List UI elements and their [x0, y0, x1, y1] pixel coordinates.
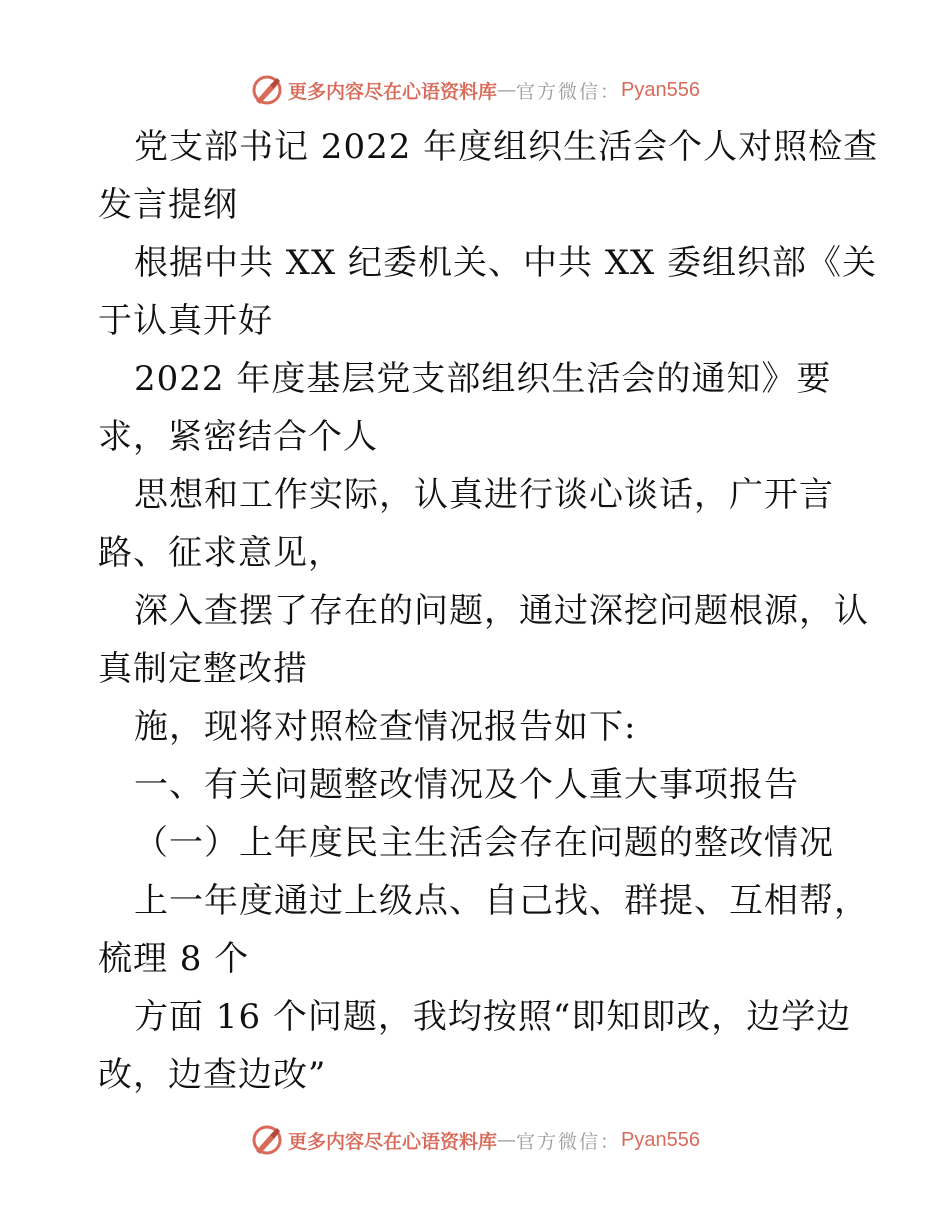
- paragraph-line: 改，边查边改”: [98, 1055, 327, 1095]
- section-heading: 一、有关问题整改情况及个人重大事项报告: [134, 765, 799, 805]
- paragraph-line: 真制定整改措: [98, 649, 308, 689]
- header-wechat-id: Pyan556: [621, 78, 700, 101]
- paragraph-line: 求，紧密结合个人: [98, 417, 378, 457]
- header-watermark-banner: [0, 70, 950, 110]
- header-separator: —: [497, 79, 517, 101]
- paragraph-line: 方面 16 个问题，我均按照“即知即改，边学边: [134, 997, 852, 1037]
- subsection-heading: （一）上年度民主生活会存在问题的整改情况: [134, 823, 834, 863]
- pen-logo-icon: [250, 1123, 284, 1157]
- paragraph-line: 根据中共 XX 纪委机关、中共 XX 委组织部《关: [134, 243, 878, 283]
- footer-watermark-banner: [0, 1120, 950, 1160]
- header-brand-text: 更多内容尽在心语资料库: [288, 80, 498, 103]
- paragraph-line: 梳理 8 个: [98, 939, 250, 979]
- paragraph-line: 施，现将对照检查情况报告如下:: [134, 707, 637, 747]
- footer-separator: —: [497, 1129, 517, 1151]
- document-title-line-2: 发言提纲: [98, 185, 238, 225]
- paragraph-line: 上一年度通过上级点、自己找、群提、互相帮，: [134, 881, 869, 921]
- document-title-line-1: 党支部书记 2022 年度组织生活会个人对照检查: [134, 127, 879, 167]
- footer-wechat-label: 官方微信：: [516, 1130, 622, 1153]
- pen-logo-icon: [250, 73, 284, 107]
- paragraph-line: 思想和工作实际，认真进行谈心谈话，广开言: [134, 475, 834, 515]
- footer-brand-text: 更多内容尽在心语资料库: [288, 1130, 498, 1153]
- paragraph-line: 深入查摆了存在的问题，通过深挖问题根源，认: [134, 591, 869, 631]
- paragraph-line: 于认真开好: [98, 301, 273, 341]
- paragraph-line: 路、征求意见，: [98, 533, 343, 573]
- header-wechat-label: 官方微信：: [516, 80, 622, 103]
- footer-wechat-id: Pyan556: [621, 1128, 700, 1151]
- paragraph-line: 2022 年度基层党支部组织生活会的通知》要: [134, 359, 832, 399]
- document-body: [98, 118, 879, 1104]
